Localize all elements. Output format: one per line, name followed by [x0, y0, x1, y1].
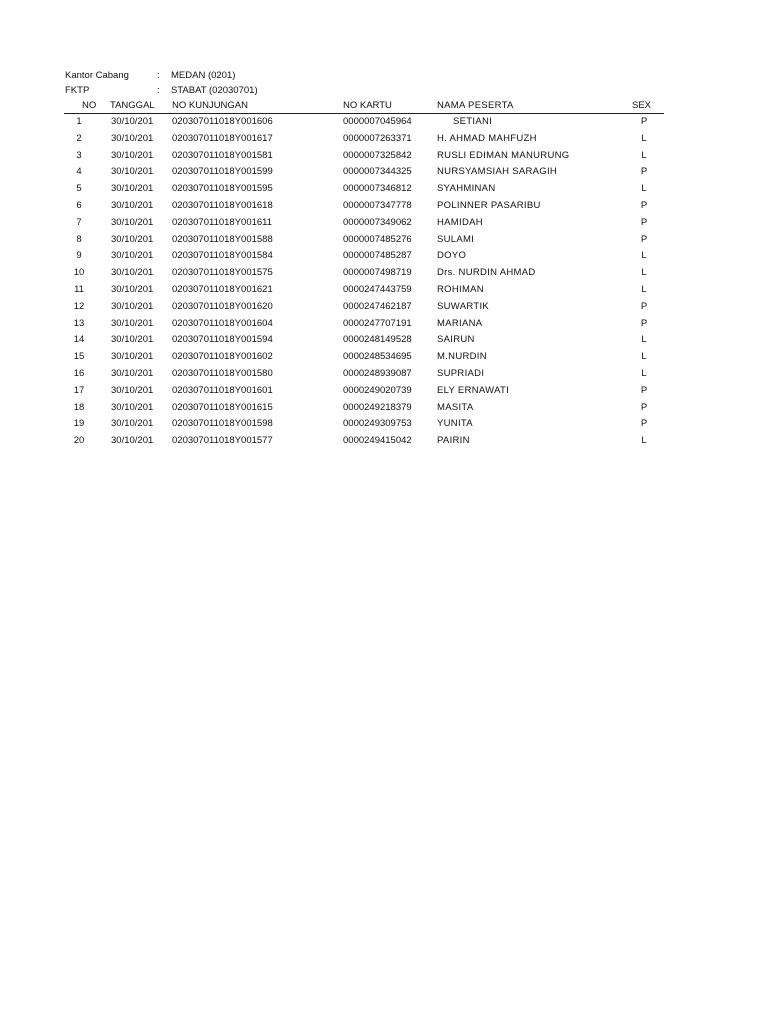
cell-no-kartu: 0000007349062 — [343, 216, 412, 228]
cell-sex: L — [641, 250, 647, 262]
cell-no-kartu: 0000249415042 — [343, 435, 412, 447]
header-nama-peserta: NAMA PESERTA — [437, 100, 514, 111]
table-row — [64, 148, 664, 165]
table-row — [64, 131, 664, 148]
table-row — [64, 433, 664, 450]
cell-no-kartu: 0000007485276 — [343, 233, 412, 245]
cell-nama-peserta: SAIRUN — [437, 334, 475, 346]
cell-nama-peserta: SETIANI — [453, 116, 493, 127]
cell-sex: L — [641, 367, 647, 379]
cell-no-kunjungan: 020307011018Y001602 — [172, 351, 273, 363]
cell-no-kunjungan: 020307011018Y001588 — [172, 233, 273, 245]
kantor-cabang-label: Kantor Cabang — [65, 70, 129, 81]
cell-no-kartu: 0000248149528 — [343, 334, 412, 346]
cell-no-kartu: 0000007498719 — [343, 267, 412, 279]
cell-nama-peserta: SUPRIADI — [437, 367, 485, 379]
fktp-value: STABAT (02030701) — [171, 85, 258, 96]
cell-nama-peserta: Drs. NURDIN AHMAD — [437, 267, 536, 279]
cell-nama-peserta: SUWARTIK — [437, 300, 490, 312]
cell-no-kunjungan: 020307011018Y001599 — [172, 166, 273, 178]
cell-no-kunjungan: 020307011018Y001598 — [172, 418, 273, 430]
cell-no: 8 — [76, 233, 82, 245]
cell-no-kartu: 0000247462187 — [343, 300, 412, 312]
cell-tanggal: 30/10/201 — [111, 317, 154, 329]
cell-sex: P — [640, 199, 648, 211]
cell-tanggal: 30/10/201 — [111, 132, 154, 144]
cell-nama-peserta: NURSYAMSIAH SARAGIH — [437, 166, 558, 178]
cell-no: 14 — [73, 334, 85, 346]
cell-no: 20 — [73, 435, 85, 447]
table-row — [64, 232, 664, 249]
cell-sex: P — [640, 384, 648, 396]
cell-sex: P — [640, 233, 648, 245]
cell-tanggal: 30/10/201 — [111, 334, 154, 346]
table-row — [64, 416, 664, 433]
cell-tanggal: 30/10/201 — [111, 149, 154, 161]
cell-nama-peserta: MARIANA — [437, 317, 483, 329]
cell-tanggal: 30/10/201 — [111, 216, 154, 228]
cell-no: 18 — [73, 401, 85, 413]
cell-nama-peserta: DOYO — [437, 250, 467, 262]
cell-nama-peserta: ELY ERNAWATI — [437, 384, 510, 396]
cell-tanggal: 30/10/201 — [111, 283, 154, 295]
cell-no-kunjungan: 020307011018Y001604 — [172, 317, 273, 329]
cell-sex: P — [640, 116, 648, 127]
cell-nama-peserta: SULAMI — [437, 233, 475, 245]
cell-tanggal: 30/10/201 — [111, 183, 154, 195]
table-row — [64, 299, 664, 316]
cell-no-kunjungan: 020307011018Y001618 — [172, 199, 273, 211]
cell-sex: P — [640, 300, 648, 312]
cell-tanggal: 30/10/201 — [111, 401, 154, 413]
cell-no-kartu: 0000007346812 — [343, 183, 412, 195]
cell-tanggal: 30/10/201 — [111, 435, 154, 447]
cell-no: 3 — [76, 149, 82, 161]
cell-tanggal: 30/10/201 — [111, 199, 154, 211]
header-no: NO — [82, 100, 97, 111]
cell-no-kunjungan: 020307011018Y001611 — [172, 216, 273, 228]
table-row — [64, 198, 664, 215]
cell-sex: L — [641, 334, 647, 346]
table-row — [64, 383, 664, 400]
cell-no-kartu: 0000248534695 — [343, 351, 412, 363]
cell-tanggal: 30/10/201 — [111, 116, 154, 127]
cell-no-kartu: 0000007485287 — [343, 250, 412, 262]
cell-no-kartu: 0000007347778 — [343, 199, 412, 211]
table-row — [64, 400, 664, 417]
cell-no-kartu: 0000248939087 — [343, 367, 412, 379]
cell-no-kunjungan: 020307011018Y001580 — [172, 367, 273, 379]
cell-no: 6 — [76, 199, 82, 211]
cell-no: 17 — [73, 384, 85, 396]
cell-no: 10 — [73, 267, 85, 279]
cell-no: 15 — [73, 351, 85, 363]
cell-no-kunjungan: 020307011018Y001594 — [172, 334, 273, 346]
cell-no-kunjungan: 020307011018Y001620 — [172, 300, 273, 312]
cell-no-kunjungan: 020307011018Y001581 — [172, 149, 273, 161]
table-row — [64, 316, 664, 333]
cell-sex: L — [641, 267, 647, 279]
cell-tanggal: 30/10/201 — [111, 233, 154, 245]
cell-no-kartu: 0000007045964 — [343, 116, 412, 127]
cell-no-kartu: 0000247707191 — [343, 317, 412, 329]
table-body — [64, 114, 664, 450]
kantor-cabang-colon: : — [157, 70, 160, 81]
cell-nama-peserta: SYAHMINAN — [437, 183, 496, 195]
cell-tanggal: 30/10/201 — [111, 418, 154, 430]
cell-sex: L — [641, 435, 647, 447]
table-row — [64, 265, 664, 282]
cell-sex: L — [641, 351, 647, 363]
cell-nama-peserta: ROHIMAN — [437, 283, 484, 295]
cell-nama-peserta: M.NURDIN — [437, 351, 487, 363]
cell-no-kunjungan: 020307011018Y001601 — [172, 384, 273, 396]
cell-no: 12 — [73, 300, 85, 312]
table-row — [64, 164, 664, 181]
cell-sex: L — [641, 283, 647, 295]
table-row — [64, 181, 664, 198]
table-row — [64, 332, 664, 349]
cell-no-kartu: 0000007344325 — [343, 166, 412, 178]
header-sex: SEX — [632, 100, 652, 111]
cell-sex: P — [640, 401, 648, 413]
cell-no: 1 — [76, 116, 82, 127]
cell-nama-peserta: YUNITA — [437, 418, 473, 430]
cell-sex: P — [640, 166, 648, 178]
cell-sex: L — [641, 183, 647, 195]
header-no-kartu: NO KARTU — [343, 100, 392, 111]
cell-tanggal: 30/10/201 — [111, 267, 154, 279]
cell-nama-peserta: MASITA — [437, 401, 474, 413]
table-row — [64, 114, 664, 131]
cell-tanggal: 30/10/201 — [111, 351, 154, 363]
cell-no-kartu: 0000249218379 — [343, 401, 412, 413]
cell-no-kartu: 0000007263371 — [343, 132, 412, 144]
table-row — [64, 248, 664, 265]
cell-no-kartu: 0000249309753 — [343, 418, 412, 430]
table-header — [64, 99, 664, 114]
cell-no-kunjungan: 020307011018Y001577 — [172, 435, 273, 447]
table-row — [64, 282, 664, 299]
fktp-label: FKTP — [65, 85, 90, 96]
header-no-kunjungan: NO KUNJUNGAN — [172, 100, 249, 111]
cell-sex: P — [640, 216, 648, 228]
cell-no: 4 — [76, 166, 82, 178]
cell-no: 19 — [73, 418, 85, 430]
cell-tanggal: 30/10/201 — [111, 166, 154, 178]
table-row — [64, 215, 664, 232]
cell-sex: L — [641, 149, 647, 161]
cell-no-kunjungan: 020307011018Y001575 — [172, 267, 273, 279]
cell-no: 7 — [76, 216, 82, 228]
cell-no-kunjungan: 020307011018Y001584 — [172, 250, 273, 262]
cell-tanggal: 30/10/201 — [111, 367, 154, 379]
cell-no-kartu: 0000007325842 — [343, 149, 412, 161]
cell-nama-peserta: PAIRIN — [437, 435, 470, 447]
cell-sex: P — [640, 418, 648, 430]
table-row — [64, 366, 664, 383]
cell-nama-peserta: HAMIDAH — [437, 216, 483, 228]
cell-no-kunjungan: 020307011018Y001621 — [172, 283, 273, 295]
table-row — [64, 349, 664, 366]
header-tanggal: TANGGAL — [110, 100, 155, 111]
cell-no: 16 — [73, 367, 85, 379]
cell-nama-peserta: H. AHMAD MAHFUZH — [437, 132, 537, 144]
fktp-colon: : — [157, 85, 160, 96]
cell-tanggal: 30/10/201 — [111, 384, 154, 396]
cell-tanggal: 30/10/201 — [111, 300, 154, 312]
cell-sex: L — [641, 132, 647, 144]
cell-sex: P — [640, 317, 648, 329]
cell-tanggal: 30/10/201 — [111, 250, 154, 262]
cell-no: 2 — [76, 132, 82, 144]
cell-no-kunjungan: 020307011018Y001595 — [172, 183, 273, 195]
cell-no-kunjungan: 020307011018Y001617 — [172, 132, 273, 144]
cell-no: 11 — [74, 283, 84, 295]
cell-no-kartu: 0000247443759 — [343, 283, 412, 295]
cell-nama-peserta: POLINNER PASARIBU — [437, 199, 541, 211]
cell-no: 13 — [73, 317, 85, 329]
kantor-cabang-value: MEDAN (0201) — [171, 70, 236, 81]
cell-no: 9 — [76, 250, 82, 262]
cell-no-kunjungan: 020307011018Y001606 — [172, 116, 273, 127]
cell-no: 5 — [76, 183, 82, 195]
cell-no-kartu: 0000249020739 — [343, 384, 412, 396]
cell-no-kunjungan: 020307011018Y001615 — [172, 401, 273, 413]
cell-nama-peserta: RUSLI EDIMAN MANURUNG — [437, 149, 570, 161]
